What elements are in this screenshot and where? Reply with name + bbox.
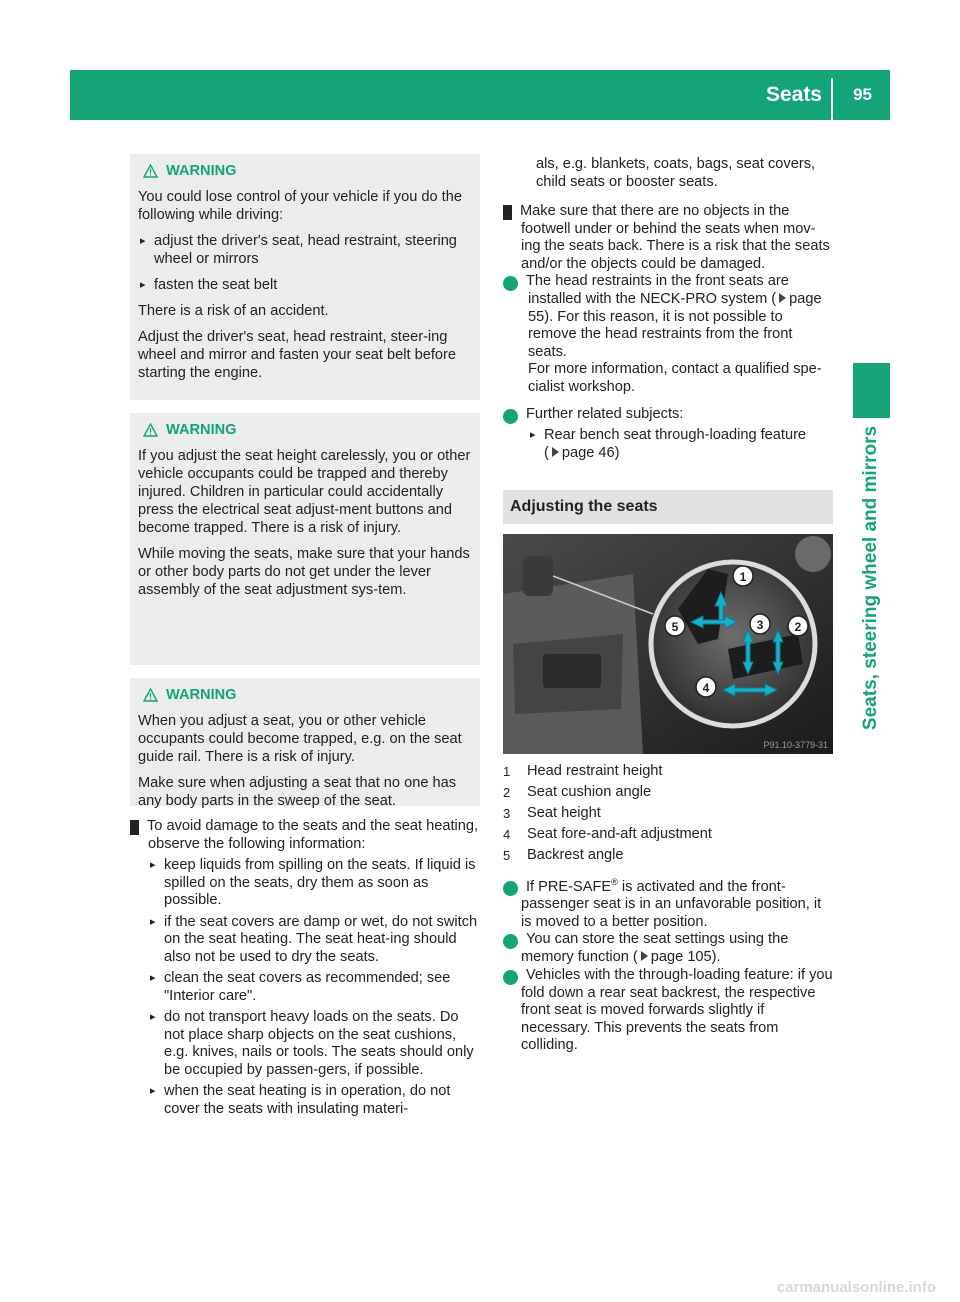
page-ref-arrow-icon	[779, 293, 786, 303]
caution-icon: !	[503, 205, 512, 220]
header-separator	[831, 78, 833, 120]
caution-text: To avoid damage to the seats and the seat heating, observe the following information:	[147, 818, 479, 852]
warning-box-3	[130, 678, 480, 809]
warning-label: WARNING	[166, 422, 237, 438]
info-icon: i	[503, 276, 518, 291]
warning-label: WARNING	[166, 163, 237, 179]
callout-2: 2	[794, 620, 802, 634]
page-ref-arrow-icon	[641, 951, 648, 961]
warning-bullet: ▸ adjust the driver's seat, head restraint, steering wheel or mirrors	[138, 232, 472, 268]
warning-triangle-icon	[143, 423, 158, 437]
page-link[interactable]: page 105	[650, 949, 712, 966]
seat-controls-illustration	[503, 534, 833, 754]
info-icon: i	[503, 934, 518, 949]
page-ref-arrow-icon	[552, 447, 559, 457]
warning-triangle-icon	[143, 164, 158, 178]
info-note: i You can store the seat settings using the memory function ( page 105).	[499, 931, 789, 966]
caution-block	[123, 818, 480, 1118]
watermark: carmanualsonline.info	[776, 1279, 936, 1296]
page-link[interactable]: page 46	[561, 444, 615, 461]
warning-text: There is a risk of an accident.	[138, 303, 329, 319]
section-heading: Adjusting the seats	[503, 490, 833, 524]
chapter-label: Seats, steering wheel and mirrors	[860, 425, 881, 731]
info-note: i If PRE-SAFE® is activated and the front-passenger seat is in an unfavorable position, it is moved to a better position.	[499, 876, 822, 930]
legend-item: 1 Head restraint height	[503, 763, 663, 779]
info-icon: i	[503, 970, 518, 985]
page-number: 95	[853, 85, 872, 104]
warning-text: While moving the seats, make sure that your hands or other body parts do not get under the lever assembly of the seat adjustment sys-tem.	[138, 546, 470, 598]
warning-text: Adjust the driver's seat, head restraint, steer-ing wheel and mirror and fasten your seat belt before starting the engine.	[138, 329, 456, 381]
warning-text: You could lose control of your vehicle if you do the following while driving:	[138, 189, 462, 223]
warning-bullet: ▸ fasten the seat belt	[138, 276, 472, 294]
header-title: Seats	[765, 83, 822, 106]
info-note: i The head restraints in the front seats are installed with the NECK-PRO system ( page 55). For this reason, it is not possible to remove the head restraints from the front seats. For more information, contact a qualified spe-cialist workshop.	[495, 273, 822, 395]
page-header	[70, 70, 890, 120]
figure-code: P91.10-3779-31	[763, 740, 828, 750]
warning-label: WARNING	[166, 687, 237, 703]
caution-bullet: ▸ keep liquids from spilling on the seats. If liquid is spilled on the seats, dry them as soon as possible.	[148, 857, 480, 910]
legend-item: 5 Backrest angle	[503, 847, 624, 863]
photo-legend	[503, 763, 833, 865]
caution-icon: !	[130, 820, 139, 835]
caution-bullet: ▸ when the seat heating is in operation, do not cover the seats with insulating materi-	[148, 1083, 480, 1118]
warning-triangle-icon	[143, 688, 158, 702]
seat-adjustment-photo	[503, 534, 833, 754]
page-link[interactable]: page 55	[528, 291, 822, 325]
caution-bullet: ▸ clean the seat covers as recommended; see "Interior care".	[148, 970, 480, 1005]
left-column	[123, 154, 480, 1122]
legend-item: 3 Seat height	[503, 805, 601, 821]
chapter-tab	[853, 363, 890, 418]
caution-bullet: ▸ do not transport heavy loads on the seats. Do not place sharp objects on the seat cushions, e.g. knives, nails or tools. The seats should only be occupied by passen-gers, if possible.	[148, 1009, 480, 1079]
info-note: i Vehicles with the through-loading feature: if you fold down a rear seat backrest, the respective front seat is moved forwards slightly if necessary. This prevents the seats from colliding.	[499, 966, 833, 1054]
callout-3: 3	[756, 618, 764, 632]
callout-1: 1	[739, 570, 747, 584]
legend-item: 2 Seat cushion angle	[503, 784, 652, 800]
info-note: i Further related subjects: ▸ Rear bench seat through-loading feature ( page 46)	[503, 406, 833, 462]
info-icon: i	[503, 409, 518, 424]
legend-item: 4 Seat fore-and-aft adjustment	[503, 826, 712, 842]
warning-text: When you adjust a seat, you or other vehicle occupants could become trapped, e.g. on the seat guide rail. There is a risk of injury.	[138, 713, 462, 765]
caution-continued: als, e.g. blankets, coats, bags, seat covers, child seats or booster seats.	[536, 156, 816, 190]
right-column	[495, 156, 833, 1055]
info-icon: i	[503, 881, 518, 896]
warning-text: If you adjust the seat height carelessly, you or other vehicle occupants could be trapped and thereby injured. Children in particular could accidentally press the electrical seat adjust-ment buttons and become trapped. There is a risk of injury.	[138, 448, 471, 536]
caution-text: Make sure that there are no objects in the footwell under or behind the seats when mov-ing the seats back. There is a risk that the seats and/or the objects could be damaged.	[520, 203, 830, 272]
caution-bullet: ▸ if the seat covers are damp or wet, do not switch on the seat heating. The seat heat-ing should also not be used to dry the seats.	[148, 914, 480, 967]
callout-5: 5	[671, 620, 679, 634]
warning-box-2	[130, 413, 480, 665]
warning-text: Make sure when adjusting a seat that no one has any body parts in the sweep of the seat.	[138, 775, 457, 809]
callout-4: 4	[702, 681, 710, 695]
warning-box-1	[130, 154, 480, 400]
